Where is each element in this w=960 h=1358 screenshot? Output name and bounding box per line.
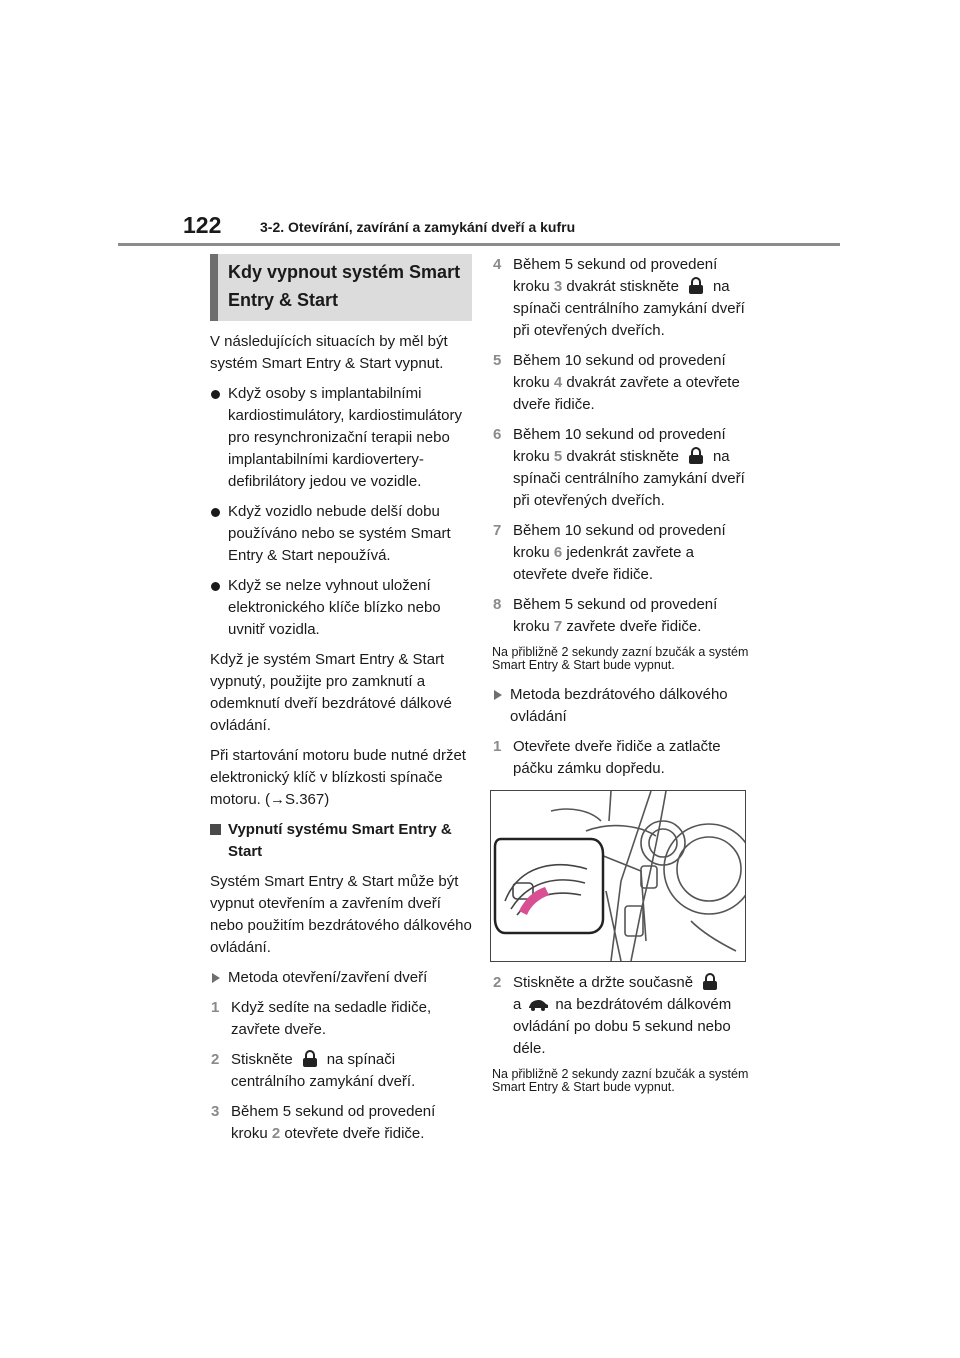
bullet-item: Když vozidlo nebude delší dobu používáno nebo se systém Smart Entry & Start nepoužívá.: [210, 501, 472, 567]
car-icon: [527, 999, 549, 1011]
door-lock-illustration: [490, 790, 746, 962]
left-column: [210, 254, 472, 1153]
intro-paragraph: V následujících situacích by měl být systém Smart Entry & Start vypnut.: [210, 333, 448, 372]
lock-icon: [303, 1050, 317, 1067]
buzzer-note: Na přibližně 2 sekundy zazní bzučák a systém Smart Entry & Start bude vypnut.: [492, 645, 749, 672]
door-lock-illustration-svg: [491, 791, 745, 961]
subsection-paragraph: Systém Smart Entry & Start může být vypnut otevřením a zavřením dveří nebo použitím bezdrátového dálkového ovládání.: [210, 873, 472, 956]
section-title: Kdy vypnout systém Smart Entry & Start: [210, 254, 472, 321]
off-paragraph: Když je systém Smart Entry & Start vypnutý, použijte pro zamknutí a odemknutí dveří bezdrátové dálkové ovládání.: [210, 651, 452, 734]
step-7: 7 Během 10 sekund od provedení kroku 6 jedenkrát zavřete a otevřete dveře řidiče.: [493, 522, 726, 583]
buzzer-note: Na přibližně 2 sekundy zazní bzučák a systém Smart Entry & Start bude vypnut.: [492, 1067, 749, 1094]
step-4: 4 Během 5 sekund od provedení kroku 3 dvakrát stiskněte na spínači centrálního zamykání dveří při otevřených dveřích.: [493, 256, 745, 339]
remote-step-1: 1 Otevřete dveře řidiče a zatlačte páčku zámku dopředu.: [493, 738, 721, 777]
remote-step-2: 2 Stiskněte a držte současně a na bezdrátovém dálkovém ovládání po dobu 5 sekund nebo déle.: [493, 974, 732, 1057]
running-title: 3-2. Otevírání, zavírání a zamykání dveří a kufru: [260, 219, 576, 235]
method-heading: Metoda bezdrátového dálkového ovládání: [492, 684, 750, 728]
bullet-item: Když se nelze vyhnout uložení elektronického klíče blízko nebo uvnitř vozidla.: [210, 575, 472, 641]
start-paragraph: Při startování motoru bude nutné držet elektronický klíč v blízkosti spínače motoru. (→S.367): [210, 747, 466, 808]
page-number: 122: [183, 212, 222, 238]
right-column: [492, 254, 750, 1106]
lock-icon: [703, 973, 717, 990]
step-6: 6 Během 10 sekund od provedení kroku 5 dvakrát stiskněte na spínači centrálního zamykání dveří při otevřených dveřích.: [493, 426, 745, 509]
header-rule: [118, 243, 840, 246]
subsection-heading: Vypnutí systému Smart Entry & Start: [210, 819, 472, 863]
page-reference-link[interactable]: →S.367: [270, 791, 325, 808]
step-2: 2 Stiskněte na spínači centrálního zamykání dveří.: [211, 1051, 416, 1090]
step-5: 5 Během 10 sekund od provedení kroku 4 dvakrát zavřete a otevřete dveře řidiče.: [493, 352, 740, 413]
step-8: 8 Během 5 sekund od provedení kroku 7 zavřete dveře řidiče.: [493, 596, 718, 635]
method-heading: Metoda otevření/zavření dveří: [210, 967, 472, 989]
step-1: 1 Když sedíte na sedadle řidiče, zavřete dveře.: [211, 999, 432, 1038]
bullet-item: Když osoby s implantabilními kardiostimulátory, kardiostimulátory pro resynchronizační terapii nebo implantabilními kardiovertery-defibrilátory jedou ve vozidle.: [210, 383, 472, 493]
lock-icon: [689, 447, 703, 464]
step-3: 3 Během 5 sekund od provedení kroku 2 otevřete dveře řidiče.: [211, 1103, 436, 1142]
lock-icon: [689, 277, 703, 294]
